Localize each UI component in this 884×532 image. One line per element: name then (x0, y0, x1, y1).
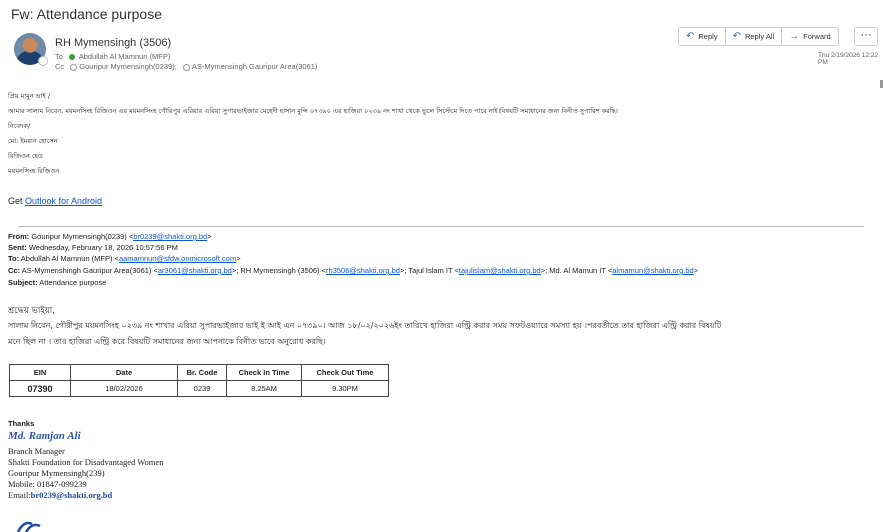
to-email-link[interactable]: aamamnun@sfdw.onmicrosoft.com (118, 254, 237, 263)
body-paragraph-line: মনে ছিল না । তার হাজিরা এন্ট্রি করে বিষয়টি সমাধানের জন্য আপনাকে বিনীত ভাবে অনুরোধ করছি। (8, 337, 326, 346)
subject-label: Subject: (8, 278, 38, 287)
cc-email-link[interactable]: tajulislam@shakti.org.bd (458, 266, 541, 275)
reply-all-button[interactable] (726, 28, 783, 45)
cc-recipient-2[interactable]: AS-Mymensingh Gauripur Area(3061) (191, 62, 318, 71)
get-prefix: Get (8, 196, 26, 206)
table-cell: 9.30PM (302, 381, 389, 397)
table-header: EIN (10, 365, 71, 381)
cc-recipients (55, 62, 317, 71)
sent-label: Sent: (8, 243, 27, 252)
reply-button[interactable] (679, 28, 726, 45)
offline-status-icon (183, 64, 190, 71)
offline-status-icon (70, 64, 77, 71)
cc-text: AS-Mymenshingh Gauripur Area(3061) < (21, 266, 158, 275)
table-header-row (10, 365, 389, 381)
get-outlook-line (8, 196, 102, 206)
forward-cc (8, 266, 698, 275)
signature-org: Shakti Foundation for Disadvantaged Women (8, 457, 164, 467)
to-label: To: (8, 254, 20, 263)
subject-text: Attendance purpose (39, 278, 107, 287)
body-line: নিবেদক/ (8, 122, 31, 130)
table-cell: 8.25AM (227, 381, 302, 397)
sent-text: Wednesday, February 18, 2026 10:57:56 PM (28, 243, 178, 252)
body-line: আমার সালাম নিবেন, ময়মনসিংহ রিজিওন এর ময়মনসিংহ গৌরিপুর এরিয়ার এরিয়া সুপারভাইজার মেহেদী হাসান মুন্সি ০৭৩৯০ এর হাজিরা ০২৩৯ নং শাখা থেকে ভুলে সিস্টেমে দিতে পারে নাই।বিষয়টি সমাধানের জন্য বিনীত সুপারিশ করছি। (8, 107, 618, 115)
email-label: Email: (8, 490, 31, 500)
body-line: প্রিয় মামুন ভাই / (8, 92, 51, 100)
table-cell: 0239 (178, 381, 227, 397)
bracket: > (207, 232, 212, 241)
cc-text: >; Md. Al Mamun IT < (540, 266, 613, 275)
forward-subject (8, 278, 106, 287)
forward-label: Forward (803, 32, 831, 41)
from-text: Gouripur Mymensingh(0239) < (31, 232, 134, 241)
table-header: Br. Code (178, 365, 227, 381)
to-label: To (55, 52, 63, 61)
reply-all-label: Reply All (744, 32, 775, 41)
to-recipient[interactable]: Abdullah Al Mamnun (MFP) (78, 52, 171, 61)
reply-label: Reply (698, 32, 718, 41)
to-recipients (55, 52, 170, 61)
online-status-icon (69, 54, 75, 60)
forward-to (8, 254, 241, 263)
table-header: Date (71, 365, 178, 381)
reply-icon: ↶ (686, 31, 695, 42)
more-actions-button[interactable]: ··· (854, 27, 878, 46)
forward-button[interactable] (782, 28, 838, 45)
table-row (10, 381, 389, 397)
forward-icon: → (789, 31, 800, 42)
cc-email-link[interactable]: almamun@shakti.org.bd (612, 266, 694, 275)
from-label: From: (8, 232, 30, 241)
sender-name[interactable]: RH Mymensingh (3506) (55, 37, 172, 49)
message-actions (678, 27, 839, 46)
table-header: Check In Time (227, 365, 302, 381)
cc-text: >; RH Mymensingh (3506) < (231, 266, 327, 275)
signature-name: Md. Ramjan Ali (8, 430, 81, 442)
bracket: > (693, 266, 699, 275)
from-email-link[interactable]: br0239@shakti.org.bd (133, 232, 208, 241)
scrollbar[interactable] (880, 80, 883, 88)
cc-text: >; Tajul Islam IT < (399, 266, 459, 275)
cc-email-link[interactable]: rh3506@shakti.org.bd (326, 266, 400, 275)
presence-status-icon (38, 56, 48, 66)
message-subject: Fw: Attendance purpose (11, 6, 162, 22)
to-text: Abdullah Al Mamnun (MFP) < (20, 254, 119, 263)
cc-email-link[interactable]: ar3061@shakti.org.bd (157, 266, 232, 275)
signature-mobile: Mobile: 01847-099239 (8, 479, 87, 489)
table-header: Check Out Time (302, 365, 389, 381)
cc-label: Cc (55, 62, 65, 71)
body-line: ময়মনসিংহ রিজিওন (8, 167, 60, 175)
attendance-table (9, 364, 389, 397)
signature-title: Branch Manager (8, 446, 65, 456)
shakti-logo-icon (16, 518, 46, 532)
signature-email-line (8, 490, 112, 500)
body-line: রিজিওন হেড (8, 152, 43, 160)
body-line: মো: ইমরান হোসেন (8, 137, 58, 145)
outlook-android-link[interactable]: Outlook for Android (25, 196, 103, 206)
body-paragraph-line: সালাম নিবেন, গৌরীপুর ময়মনসিংহ ০২৩৯ নং শাখার এরিয়া সুপারভাইজার ভাই ই আই এন ০৭৩৯০। আজ ১৮/০২/২০২৬ইং তারিখে হাজিরা এন্ট্রি করার সময় সফটওয়্যারে সমস্যা হয় ।পরবর্তীতে তার হাজিরা এন্ট্রি করার বিষয়টি (8, 321, 722, 330)
forward-from (8, 232, 212, 241)
reply-all-icon: ↶ (732, 31, 741, 42)
greeting: শ্রদ্ধেয় ভাইয়া, (8, 306, 55, 316)
table-cell: 07390 (10, 381, 71, 397)
signature-thanks: Thanks (8, 419, 35, 428)
divider (18, 226, 864, 227)
cc-recipient-1[interactable]: Gouripur Mymensingh(0239); (79, 62, 177, 71)
signature-branch: Gouripur Mymensingh(239) (8, 468, 105, 478)
message-date: Thu 2/19/2026 12:22 PM (818, 52, 878, 66)
cc-label: Cc: (8, 266, 21, 275)
bracket: > (236, 254, 241, 263)
signature-email[interactable]: br0239@shakti.org.bd (30, 490, 113, 500)
table-cell: 18/02/2026 (71, 381, 178, 397)
forward-sent (8, 243, 178, 252)
